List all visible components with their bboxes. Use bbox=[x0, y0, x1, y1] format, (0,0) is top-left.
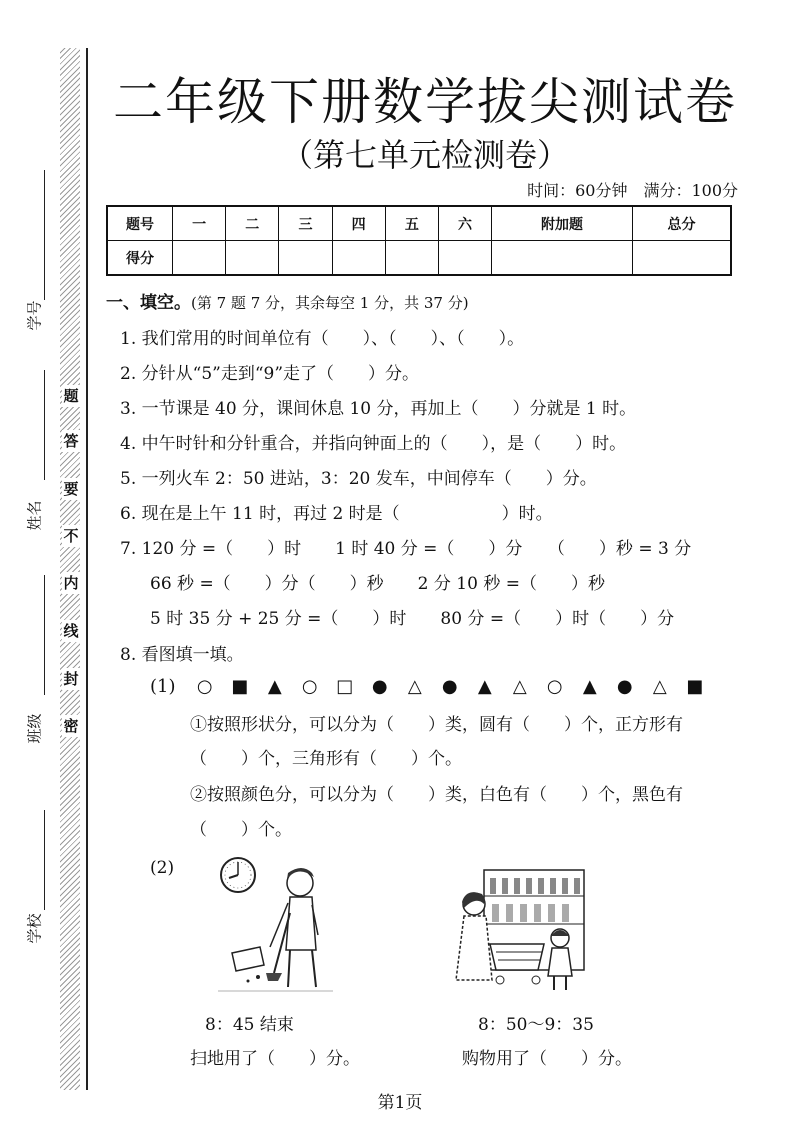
shape-glyph: □ bbox=[336, 676, 354, 697]
shape-glyph: ■ bbox=[231, 676, 249, 697]
page-number: 第1页 bbox=[377, 1093, 423, 1113]
question-3: 3. 一节课是 40 分，课间休息 10 分，再加上（ ）分就是 1 时。 bbox=[120, 399, 637, 419]
name-line bbox=[44, 370, 45, 480]
shape-glyph: △ bbox=[407, 676, 422, 697]
page-subtitle: （第七单元检测卷） bbox=[280, 136, 569, 174]
question-2: 2. 分针从“5”走到“9”走了（ ）分。 bbox=[120, 364, 420, 384]
shape-glyph: ▲ bbox=[267, 676, 282, 697]
warning-char: 要 bbox=[63, 480, 79, 498]
hatched-strip bbox=[60, 48, 80, 1090]
section-title: 一、填空。 bbox=[106, 293, 191, 313]
subquestion-label: (2) bbox=[150, 858, 175, 878]
shape-glyph: ▲ bbox=[477, 676, 492, 697]
question-8-1b-line-2: （ ）个。 bbox=[190, 820, 292, 840]
shape-glyph: △ bbox=[512, 676, 527, 697]
shape-glyph: ○ bbox=[301, 676, 318, 697]
score-cell: 附加题 bbox=[492, 206, 633, 241]
student-id-label: 学号 bbox=[25, 300, 44, 331]
warning-char: 密 bbox=[63, 717, 79, 735]
warning-char: 不 bbox=[63, 527, 79, 545]
class-line bbox=[44, 575, 45, 695]
pic1-answer: 扫地用了（ ）分。 bbox=[190, 1049, 360, 1069]
question-1: 1. 我们常用的时间单位有（ ）、（ ）、（ ）。 bbox=[120, 329, 525, 349]
warning-char: 内 bbox=[63, 574, 79, 592]
question-8-1a-line-1: ①按照形状分，可以分为（ ）类，圆有（ ）个，正方形有 bbox=[190, 715, 683, 735]
page-title: 二年级下册数学拔尖测试卷 bbox=[113, 73, 737, 131]
score-table-score-row bbox=[107, 241, 731, 276]
shape-glyph: ● bbox=[371, 676, 388, 697]
shape-glyph: ▲ bbox=[582, 676, 597, 697]
time-info: 时间：60分钟 满分：100分 bbox=[527, 181, 738, 200]
pic1-time: 8：45 结束 bbox=[205, 1015, 294, 1035]
school-label: 学校 bbox=[25, 913, 44, 944]
score-table bbox=[106, 205, 732, 276]
binding-margin bbox=[0, 0, 100, 1130]
shape-glyph: △ bbox=[652, 676, 667, 697]
score-table-header-row bbox=[107, 206, 731, 241]
score-cell: 二 bbox=[226, 206, 279, 241]
student-id-line bbox=[44, 170, 45, 300]
shape-glyph: ● bbox=[441, 676, 458, 697]
score-input-cell[interactable] bbox=[226, 241, 279, 276]
shopping-cart-icon bbox=[490, 944, 544, 984]
pic2-time: 8：50～9：35 bbox=[478, 1015, 594, 1035]
subquestion-label: (1) bbox=[150, 676, 176, 697]
score-cell: 题号 bbox=[107, 206, 173, 241]
question-6: 6. 现在是上午 11 时，再过 2 时是（ ）时。 bbox=[120, 504, 553, 524]
question-8-1a-line-2: （ ）个，三角形有（ ）个。 bbox=[190, 749, 462, 769]
question-7-line-2: 66 秒 =（ ）分（ ）秒 2 分 10 秒 =（ ）秒 bbox=[150, 574, 605, 594]
warning-char: 题 bbox=[63, 387, 79, 405]
score-input-cell[interactable] bbox=[385, 241, 438, 276]
clock-icon bbox=[221, 858, 255, 892]
pic2-answer: 购物用了（ ）分。 bbox=[462, 1049, 632, 1069]
section-note: (第 7 题 7 分，其余每空 1 分，共 37 分) bbox=[191, 294, 469, 312]
shape-glyph: ○ bbox=[196, 676, 213, 697]
warning-char: 封 bbox=[63, 670, 79, 688]
seal-line bbox=[86, 48, 88, 1090]
score-input-cell[interactable] bbox=[173, 241, 226, 276]
shopping-illustration bbox=[452, 866, 592, 994]
score-cell: 得分 bbox=[107, 241, 173, 276]
question-8: 8. 看图填一填。 bbox=[120, 645, 244, 665]
score-cell: 一 bbox=[173, 206, 226, 241]
section-heading bbox=[106, 288, 469, 313]
score-input-cell[interactable] bbox=[632, 241, 731, 276]
question-8-1b-line-1: ②按照颜色分，可以分为（ ）类，白色有（ ）个，黑色有 bbox=[190, 785, 683, 805]
shape-glyph: ○ bbox=[546, 676, 563, 697]
sweeping-boy-illustration bbox=[218, 855, 338, 995]
score-cell: 四 bbox=[332, 206, 385, 241]
question-5: 5. 一列火车 2：50 进站，3：20 发车，中间停车（ ）分。 bbox=[120, 469, 597, 489]
warning-char: 答 bbox=[63, 432, 79, 450]
question-7-line-3: 5 时 35 分 + 25 分 =（ ）时 80 分 =（ ）时（ ）分 bbox=[150, 609, 675, 629]
name-label: 姓名 bbox=[25, 500, 44, 531]
school-line bbox=[44, 810, 45, 910]
score-input-cell[interactable] bbox=[492, 241, 633, 276]
score-cell: 五 bbox=[385, 206, 438, 241]
question-4: 4. 中午时针和分针重合，并指向钟面上的（ ），是（ ）时。 bbox=[120, 434, 627, 454]
score-input-cell[interactable] bbox=[332, 241, 385, 276]
score-cell: 总分 bbox=[632, 206, 731, 241]
score-input-cell[interactable] bbox=[279, 241, 332, 276]
class-label: 班级 bbox=[25, 713, 44, 744]
score-cell: 三 bbox=[279, 206, 332, 241]
score-input-cell[interactable] bbox=[438, 241, 491, 276]
warning-char: 线 bbox=[63, 622, 79, 640]
shape-glyph: ■ bbox=[686, 676, 704, 697]
question-7-line-1: 7. 120 分 =（ ）时 1 时 40 分 =（ ）分 （ ）秒 = 3 分 bbox=[120, 539, 692, 559]
score-cell: 六 bbox=[438, 206, 491, 241]
shape-sequence bbox=[150, 676, 712, 697]
shape-glyph: ● bbox=[616, 676, 633, 697]
